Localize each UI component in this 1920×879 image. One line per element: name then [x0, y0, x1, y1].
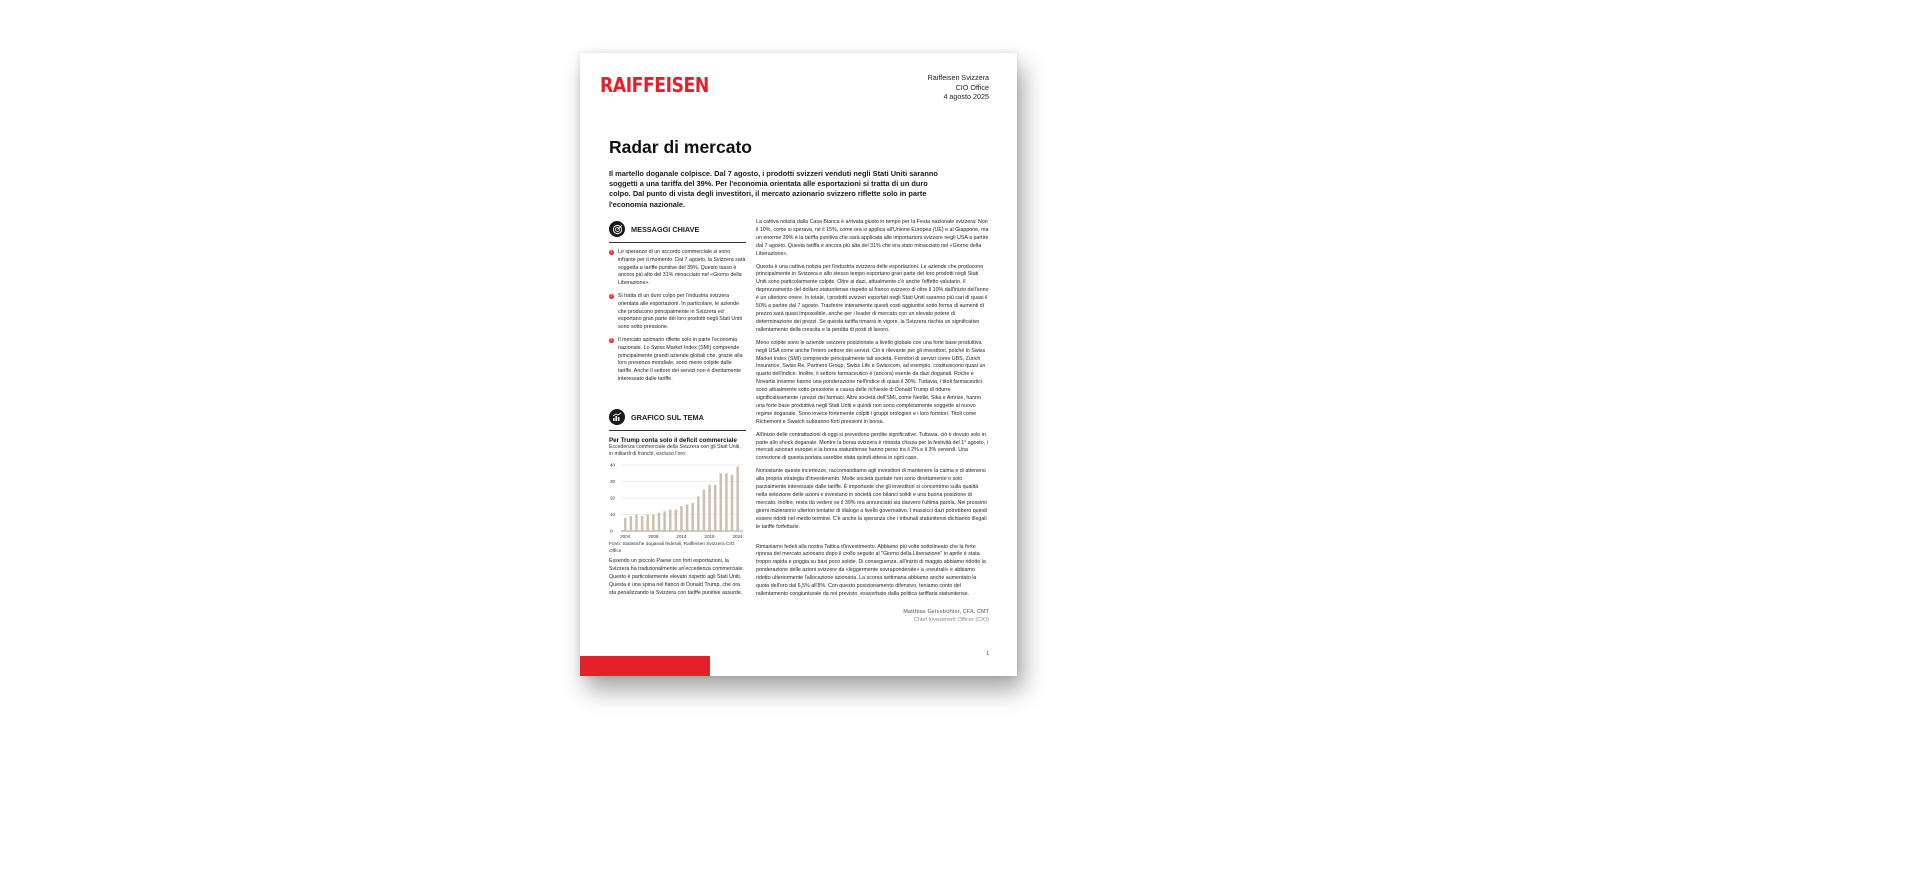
- meta-date: 4 agosto 2025: [943, 92, 989, 102]
- footer-red-bar: [580, 656, 710, 676]
- body-paragraph: Rimaniamo fedeli alla nostra Tattica d'investimento. Abbiamo più volte sottolineato che la forte ripresa del mercato azionario dopo il crollo seguito al "Giorno della Liberazione" in aprile è stata troppo rapida e poggia su basi poco solide. Di conseguenza, all'inizio di maggio abbiamo ridotto la ponderazione delle azioni svizzere da «leggermente sovraponderate» a «neutrali» e abbiamo ridotto ulteriormente l'allocazione azionaria. La scorsa settimana abbiamo anche aumentato la quota dell'oro dal 6,5% all'8%. Con questo posizionamento difensivo, teniamo conto del rallentamento congiunturale da noi previsto, esacerbato dalla politica tariffaria statunitense.: [756, 543, 986, 597]
- chart-section: [609, 407, 746, 597]
- meta-org: Raiffeisen Svizzera: [927, 73, 989, 82]
- bar-chart-icon: [609, 409, 625, 425]
- key-message-item: [609, 249, 746, 288]
- signature: [903, 608, 989, 624]
- svg-text:2004: 2004: [620, 533, 631, 539]
- document-page: [580, 53, 1017, 676]
- key-message-item: [609, 337, 746, 384]
- body-paragraph: Nonostante queste incertezze, raccomandiamo agli investitori di mantenere la calma e di attenersi alla propria strategia d'investimento. Molte società quotate non sono direttamente o solo parzialmente interessate dalle tariffe. È importante che gli investitori si concentrino sulla qualità nella selezione delle azioni e investano in società con bilanci solidi e una buona posizione di mercato. Inoltre, resta da vedere se il 39% ora annunciato sia davvero l'ultima parola. Nei prossimi giorni inizieranno ulteriori tentativi di dialogo a livello governativo. I massicci dazi potrebbero quindi essere ridotti nel medio termine. C'è anche la speranza che i tribunali statunitensi dichiarino illegali le tariffe forfettarie.: [756, 468, 987, 530]
- main-body: [756, 219, 990, 604]
- body-paragraph: La cattiva notizia dalla Casa Bianca è arrivata giusto in tempo per la Festa nazionale svizzera: Non il 10%, come si sperava, né il 15%, come ora si applica all'Unione Europea (UE) e al Giappone, ma un enorme 39% è la tariffa punitiva che sarà applicata alle importazioni svizzere negli USA a partire dal 7 agosto. Questa tariffa è ancora più alta del 31% che era stato minacciato nel «Giorno della Liberazione».: [756, 219, 989, 257]
- number-badge: 2: [610, 294, 613, 299]
- header-meta: [928, 73, 989, 102]
- key-messages-title: MESSAGGI CHIAVE: [631, 224, 700, 234]
- chart-subtitle: Eccedenza commerciale della Svizzera con gli Stati Uniti, in miliardi di franchi, escluso l'oro: [609, 444, 741, 458]
- chart-canvas: [609, 461, 746, 541]
- bar-chart: [609, 461, 746, 541]
- page-number: 1: [986, 651, 989, 657]
- svg-text:30: 30: [610, 478, 616, 484]
- raiffeisen-logo: RAIFFEISEN: [600, 73, 709, 97]
- chart-section-title: GRAFICO SUL TEMA: [631, 412, 704, 422]
- number-badge: 1: [610, 250, 613, 255]
- author-name: Matthias Geissbühler, CFA, CMT: [903, 609, 989, 615]
- key-message-item: [609, 293, 746, 332]
- svg-text:2024: 2024: [732, 533, 743, 539]
- meta-office: CIO Office: [955, 82, 989, 92]
- body-paragraph: Meno colpite sono le aziende svizzere posizionate a livello globale con una forte base produttiva negli USA come anche l'intero settore dei servizi. Ciò è rilevante per gli investitori, poiché lo Swiss Market Index (SMI) comprende principalmente tali società. Fornitori di servizi come UBS, Zurich Insurance, Swiss Re, Partners Group, Swiss Life e Swisscom, ad esempio, costituiscono quasi un quarto dell'indice. Inoltre, il settore farmaceutico è (ancora) esente da dazi doganali. Roche e Novartis insieme hanno una ponderazione nell'indice di quasi il 30%. Tuttavia, i titoli farmaceutici sono attualmente sotto pressione a causa delle richieste di Donald Trump di ridurre significativamente i prezzi dei farmaci. Altre società dell'SMI, come Nestlé, Sika e Amrize, hanno una forte base produttiva negli Stati Uniti e quindi non sono completamente soggette al nuovo regime doganale. Sono invece fortemente colpiti i gruppi orologieri e i loro fornitori. Titoli come Richemont e Swatch subiranno forti pressioni in borsa.: [756, 339, 986, 425]
- key-messages-header: [609, 219, 746, 243]
- key-message-text: Si tratta di un duro colpo per l'industria svizzera orientata alle esportazioni. In particolare, le aziende che producono principalmente in Svizzera ed esportano gran parte dei loro prodotti negli Stati Uniti sono sotto pressione.: [618, 292, 742, 331]
- svg-text:2009: 2009: [648, 533, 659, 539]
- key-message-text: Le speranze di un accordo commerciale si sono infrante per il momento. Dal 7 agosto, la Svizzera sarà soggetta a tariffe punitive del 39%. Questo tasso è ancora più alto del 31% minacciato nel «Giorno della Liberazione».: [618, 249, 746, 287]
- svg-text:0: 0: [610, 528, 613, 534]
- body-paragraph: Questa è una cattiva notizia per l'industria svizzera delle esportazioni. Le aziende che producono principalmente in Svizzera e allo stesso tempo esportano gran parte dei loro prodotti negli Stati Uniti sono particolarmente colpite. Oltre ai dazi, attualmente c'è anche l'effetto valutario. Il deprezzamento del dollaro statunitense rispetto al franco svizzero di oltre il 10% dall'inizio dell'anno è un ulteriore onere. In totale, i prodotti svizzeri esportati negli Stati Uniti saranno più cari di quasi il 50% a partire dal 7 agosto. Trasferire interamente questi costi aggiuntivi sotto forma di aumenti di prezzo sarà quasi impossibile, anche per i leader di mercato con un elevato potere di determinazione dei prezzi. Se questa tariffa rimarrà in vigore, la Svizzera rischia un significativo rallentamento della crescita e la perdita di posti di lavoro.: [756, 263, 989, 333]
- chart-caption: Essendo un piccolo Paese con forti esportazioni, la Svizzera ha tradizionalmente un'eccedenza commerciale. Questo è particolarmente elevato rispetto agli Stati Uniti. Questa è una spina nel fianco di Donald Trump, che ora sta penalizzando la Svizzera con tariffe punitive assurde.: [609, 558, 744, 596]
- body-paragraph: All'inizio delle contrattazioni di oggi si prevedono perdite significative. Tuttavia, ciò è dovuto solo in parte allo shock doganale. Mentre la borsa svizzera è rimasta chiusa per la festività del 1° agosto, i mercati azionari europei e la borsa statunitense hanno perso tra il 2% e il 3% venerdì. Una correzione di questa portata sarebbe stata quindi attesa in ogni caso.: [756, 431, 988, 462]
- svg-text:10: 10: [610, 511, 616, 517]
- number-badge: 3: [610, 338, 613, 343]
- chart-title: Per Trump conta solo il deficit commerciale: [609, 437, 737, 444]
- page-title: Radar di mercato: [609, 137, 752, 157]
- key-messages-list: [609, 249, 746, 384]
- svg-text:2014: 2014: [676, 533, 687, 539]
- lead-paragraph: Il martello doganale colpisce. Dal 7 agosto, i prodotti svizzeri venduti negli Stati Uniti saranno soggetti a una tariffa del 39%. Per l'economia orientata alle esportazioni si tratta di un duro colpo. Dal punto di vista degli investitori, il mercato azionario svizzero riflette solo in parte l'economia nazionale.: [609, 169, 938, 209]
- key-messages-section: [609, 219, 746, 389]
- chart-section-header: [609, 407, 746, 431]
- target-icon: [609, 221, 625, 237]
- author-role: Chief Investment Officer (CIO): [913, 617, 989, 623]
- svg-text:40: 40: [610, 462, 616, 468]
- svg-text:2019: 2019: [704, 533, 715, 539]
- key-message-text: Il mercato azionario riflette solo in parte l'economia nazionale. Lo Swiss Market Index (SMI) comprende principalmente grandi aziende globali che, grazie alla loro presenza mondiale, sono meno colpite dalle tariffe. Anche il settore dei servizi non è direttamente interessato dalle tariffe.: [618, 336, 743, 382]
- svg-text:20: 20: [610, 495, 616, 501]
- chart-source: Fonti: Statistiche doganali federali, Raiffeisen Svizzera CIO Office: [609, 541, 735, 554]
